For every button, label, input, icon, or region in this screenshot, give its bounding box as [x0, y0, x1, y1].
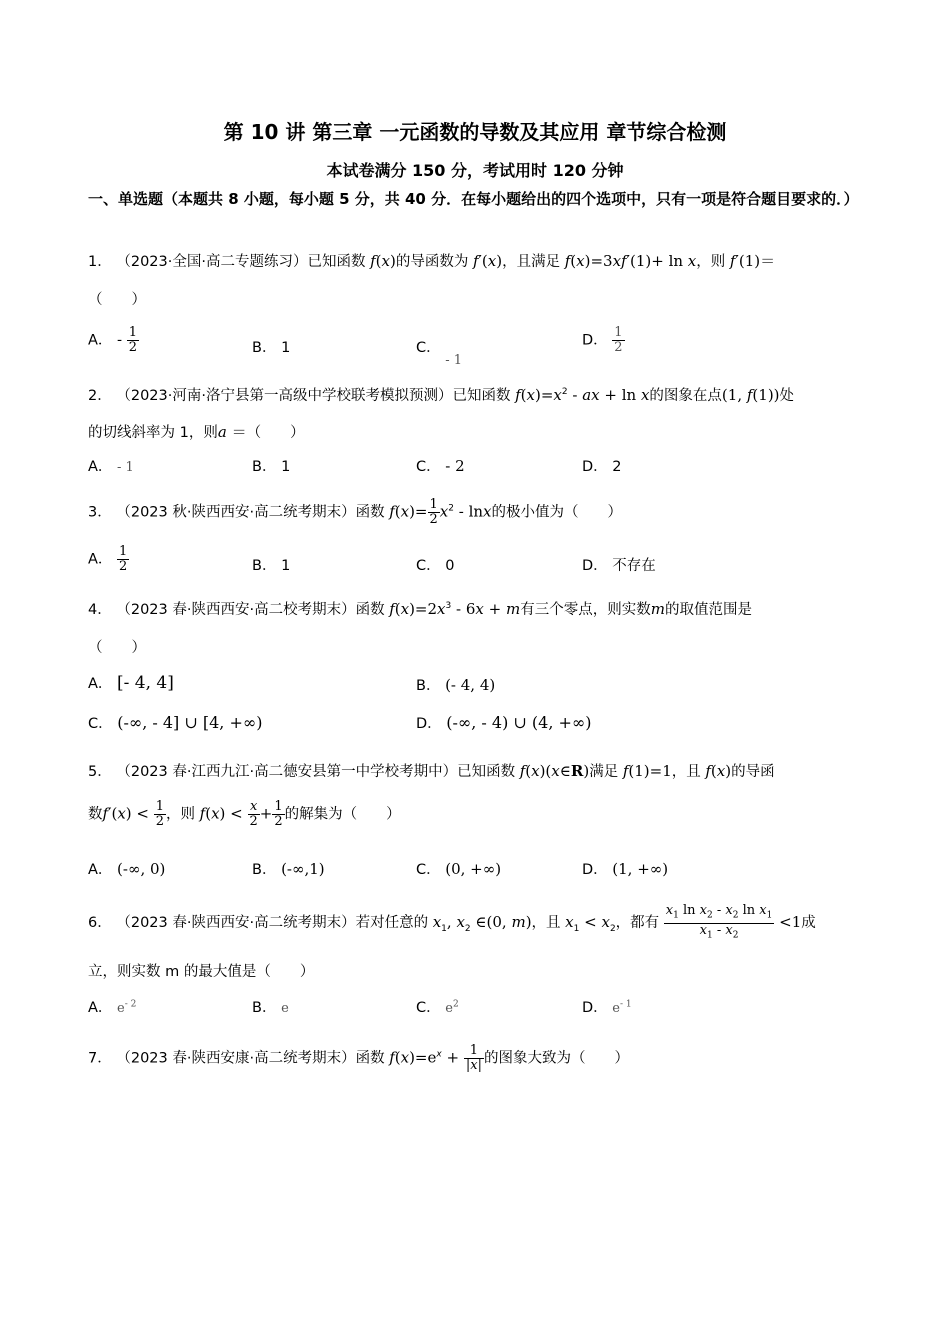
question-6-line2: 立，则实数 m 的最大值是（ ） [88, 964, 315, 980]
q4-option-c: C． (-∞, - 4] ∪ [4, +∞) [88, 713, 263, 732]
q6-option-b: B． e [252, 1000, 289, 1016]
q2-option-d: D． 2 [582, 459, 622, 475]
question-4-stem: 4． （2023 春·陕西西安·高二校考期末）函数 $f(x)=2x^3 - 6x + m$有三个零点，则实数m的取值范围是 [88, 600, 752, 618]
q3-option-c: C． 0 [416, 558, 455, 574]
q1-option-a: A． - $\frac{1}{2}$ [88, 325, 137, 355]
question-7-stem: 7． （2023 春·陕西安康·高二统考期末）函数 $f(x)=e^x$ + $\frac{1}{|x|}$ 的图象大致为（ ） [88, 1043, 629, 1073]
q6-option-a: A． $e^{- 2}$ [88, 999, 137, 1016]
question-5-stem: 5． （2023 春·江西九江·高二德安县第一中学校考期中）已知函数 f(x)(x∈R)满足 f(1)=1，且 f(x)的导函 [88, 762, 775, 780]
question-2-line2: 的切线斜率为 1，则a ＝（ ） [88, 423, 305, 441]
q4-option-d: D． (-∞, - 4) ∪ (4, +∞) [416, 713, 592, 732]
page-subtitle: 本试卷满分 150 分，考试用时 120 分钟 [326, 161, 624, 180]
question-3-stem: 3． （2023 秋·陕西西安·高二统考期末）函数 f(x)= $\frac{1}{2}$ $x^2$ - lnx的极小值为（ ） [88, 497, 623, 527]
question-6-stem: 6． （2023 春·陕西西安·高二统考期末）若对任意的 $x_1$, $x_2$ ∈(0, m)，且 $x_1 < x_2$，都有 $\frac{x_1 \ln x_2 - x_2 \ln x_1}{x_1 - x_2}$ <1成 [88, 903, 816, 941]
question-4-tail: （ ） [88, 640, 146, 656]
q5-option-d: D． (1, +∞) [582, 860, 669, 878]
q1-option-c: C． - 1 [416, 340, 463, 368]
question-5-line2: 数f′(x) < $\frac{1}{2}$ ，则 f(x) < $\frac{x}{2}$ + $\frac{1}{2}$ 的解集为（ ） [88, 799, 401, 829]
q6-option-c: C． $e^2$ [416, 999, 459, 1016]
q3-option-a: A． $\frac{1}{2}$ [88, 544, 128, 574]
q5-option-a: A． (-∞, 0) [88, 860, 166, 878]
q1-option-b: B． 1 [252, 340, 291, 356]
question-1-stem: 1． （2023·全国·高二专题练习）已知函数 f(x)的导函数为 f′(x)，且满足 f(x)=3xf′(1)+ ln x，则 f′(1)＝ [88, 252, 776, 270]
q5-option-c: C． (0, +∞) [416, 860, 502, 878]
question-1-tail: （ ） [88, 292, 146, 308]
q2-option-a: A． - 1 [88, 459, 134, 475]
q5-option-b: B． (-∞,1) [252, 860, 325, 878]
q1-option-d: D． $\frac{1}{2}$ [582, 325, 623, 355]
question-2-stem: 2． （2023·河南·洛宁县第一高级中学校联考模拟预测）已知函数 $f(x)=x^2$ - ax + ln x的图象在点(1, f(1))处 [88, 386, 795, 404]
q4-option-a: A． [- 4, 4] [88, 673, 174, 693]
page-title: 第 10 讲 第三章 一元函数的导数及其应用 章节综合检测 [223, 120, 727, 144]
q4-option-b: B． (- 4, 4) [416, 676, 496, 694]
q6-option-d: D． $e^{- 1}$ [582, 999, 632, 1016]
q2-option-c: C． - 2 [416, 457, 465, 475]
q2-option-b: B． 1 [252, 459, 291, 475]
q3-option-b: B． 1 [252, 558, 291, 574]
section-heading: 一、单选题（本题共 8 小题，每小题 5 分，共 40 分．在每小题给出的四个选项中，只有一项是符合题目要求的．） [88, 190, 859, 208]
q3-option-d: D． 不存在 [582, 558, 656, 574]
